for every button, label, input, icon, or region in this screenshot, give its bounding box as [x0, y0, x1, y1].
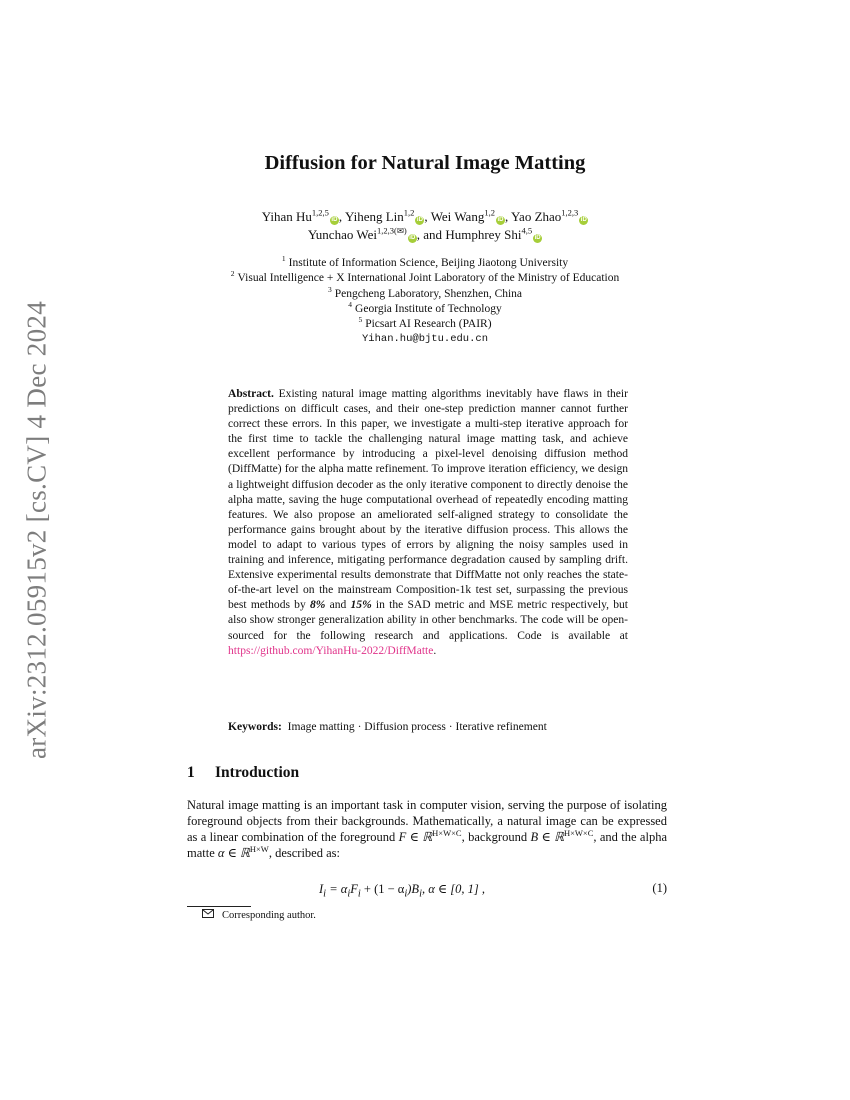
orcid-icon[interactable]: iD [331, 217, 338, 223]
author-name: Humphrey Shi [445, 227, 522, 242]
author-affil-sup: 1,2 [484, 207, 495, 218]
author-affil-sup: 1,2,3 [561, 207, 579, 218]
affiliations [0, 256, 850, 348]
intro-paragraph: Natural image matting is an important task in computer vision, serving the purpose of isolating foreground objects from their backgrounds. Mathematically, a natural image can be expressed as a linear combination of the foreground F ∈ ℝ$^{H\times W\times C}$, background B ∈ ℝ$^{H\times W\times C}$, and the alpha matte α ∈ ℝ$^{H\times W}$, described as: [187, 798, 667, 860]
author-line-2: Yunchao Wei$^{1,2,3(✉)}$iD , and Humphrey Shi$^{4,5}$iD [307, 225, 541, 242]
section-title: Introduction [215, 764, 300, 781]
emphasis-value: 8% [309, 599, 326, 612]
orcid-icon[interactable]: iD [416, 217, 423, 223]
author-name: Yiheng Lin [344, 209, 404, 224]
affiliation: $^2$ Visual Intelligence + X International Joint Laboratory of the Ministry of Education [230, 269, 620, 285]
abstract-text: Existing natural image matting algorithms inevitably have flaws in their predictions on difficult cases, and their one-step prediction manner cannot further correct these errors. In this paper, we investigate a multi-step iterative approach for the first time to tackle the challenging natural image matting task, and achieve excellent performance by introducing a pixel-level denoising diffusion method (DiffMatte) for the alpha matte refinement. To improve iteration efficiency, we design a lightweight diffusion decoder as the only iterative component to directly denoise the alpha matte, saving the huge computational overhead of repeatedly encoding matting features. We also propose an ameliorated self-aligned strategy to consolidate the performance gains brought about by the iterative diffusion process. This allows the model to adapt to various types of errors by aligning the noisy samples used in training and inference, mitigating performance degradation caused by sampling drift. Extensive experimental results demonstrate that DiffMatte not only reaches the state-of-the-art level on the mainstream Composition-1k test set, surpassing the previous best methods by [228, 388, 628, 612]
abstract-text: in the SAD metric and MSE metric respectively, but also show stronger generalization ability in other benchmarks. The code will be open-sourced for the following research and applications. Code is available at [228, 599, 629, 642]
section-number: 1 [187, 764, 195, 781]
equation-body: $I_i = \alpha_iF_i + (1 - \alpha_i)B_i$, α ∈ [0, 1] , [319, 882, 486, 900]
author-name: Yao Zhao [510, 209, 562, 224]
envelope-icon [202, 909, 214, 918]
author-name: Yihan Hu [261, 209, 312, 224]
affiliation: $^3$ Pengcheng Laboratory, Shenzhen, China [327, 284, 523, 300]
author-name: Yunchao Wei [307, 227, 377, 242]
author-affil-sup: 4,5 [521, 225, 533, 236]
abstract: Abstract. Existing natural image matting algorithms inevitably have flaws in their predictions on difficult cases, and their one-step prediction manner cannot further correct these errors. In this paper, we investigate a multi-step iterative approach for the first time to tackle the challenging natural image matting task, and achieve excellent performance by introducing a pixel-level denoising diffusion method (DiffMatte) for the alpha matte refinement. To improve iteration efficiency, we design a lightweight diffusion decoder as the only iterative component to directly denoise the alpha matte, saving the huge computational overhead of repeatedly encoding matting features. We also propose an ameliorated self-aligned strategy to consolidate the performance gains brought about by the iterative diffusion process. This allows the model to adapt to various types of errors by aligning the noisy samples used in training and inference, mitigating performance degradation caused by sampling drift. Extensive experimental results demonstrate that DiffMatte not only reaches the state-of-the-art level on the mainstream Composition-1k test set, surpassing the previous best methods by 8% and 15% in the SAD metric and MSE metric respectively, but also show stronger generalization ability in other benchmarks. The code will be open-sourced for the following research and applications. Code is available at https://github.com/YihanHu-2022/DiffMatte. [228, 388, 629, 657]
author-line-1: Yihan Hu$^{1,2,5}$iD , Yiheng Lin$^{1,2}$iD , Wei Wang$^{1,2}$iD , Yao Zhao$^{1,2,3}$iD [261, 207, 587, 224]
contact-email[interactable]: Yihan.hu@bjtu.edu.cn [361, 333, 489, 346]
section-heading [187, 764, 299, 782]
author-affil-sup: 1,2 [403, 207, 415, 218]
abstract-label: Abstract. [228, 388, 274, 400]
orcid-icon[interactable]: iD [534, 235, 541, 241]
author-affil-sup: 1,2,5 [311, 207, 329, 218]
footnote-rule [187, 906, 251, 907]
author-affil-sup: 1,2,3(✉) [376, 225, 407, 236]
orcid-icon[interactable]: iD [497, 217, 504, 223]
affiliation: $^4$ Georgia Institute of Technology [348, 300, 502, 315]
affiliation: $^1$ Institute of Information Science, Beijing Jiaotong University [281, 254, 569, 269]
orcid-icon[interactable]: iD [409, 235, 416, 241]
affiliation: $^5$ Picsart AI Research (PAIR) [358, 315, 492, 331]
code-link[interactable]: https://github.com/YihanHu-2022/DiffMatte [228, 644, 434, 657]
author-name: Wei Wang [430, 209, 485, 224]
paper-title: Diffusion for Natural Image Matting [264, 152, 586, 174]
arxiv-id: arXiv:2312.05915v2 [cs.CV] 4 Dec 2024 [21, 300, 52, 760]
equation-number: (1) [652, 881, 667, 895]
orcid-icon[interactable]: iD [580, 217, 587, 223]
footnote-text: Corresponding author. [222, 910, 316, 921]
keywords [228, 721, 648, 733]
keywords-text: Image matting · Diffusion process · Iterative refinement [287, 721, 547, 733]
footnote [202, 909, 316, 921]
keywords-label: Keywords: [228, 721, 282, 733]
emphasis-value: 15% [350, 599, 372, 612]
